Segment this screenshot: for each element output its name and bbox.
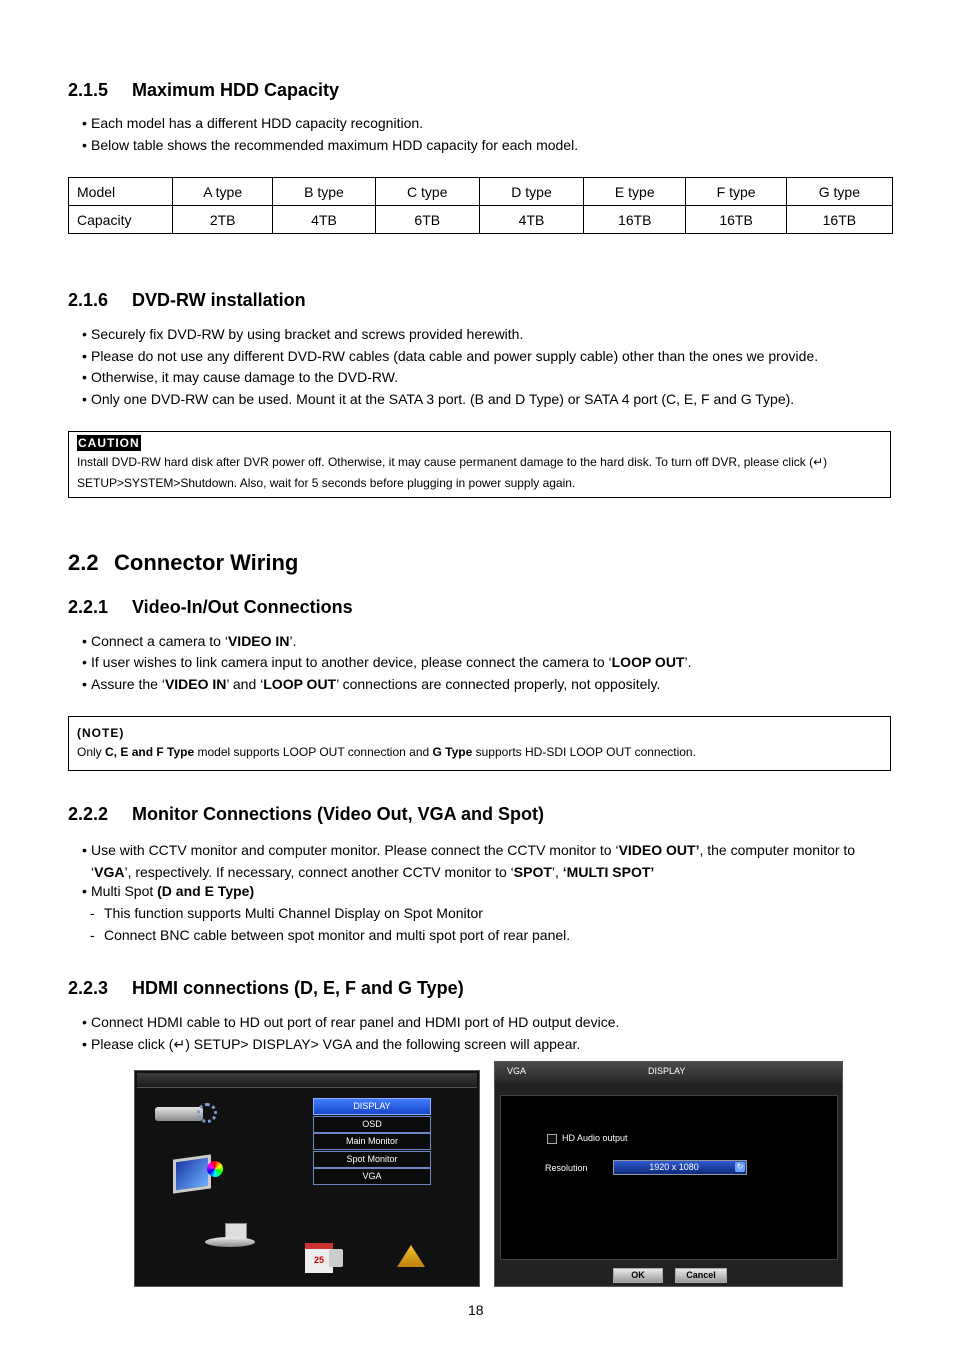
heading-2-2-2: 2.2.2 Monitor Connections (Video Out, VGA and Spot) (68, 804, 544, 824)
list-item: • Assure the ‘VIDEO IN’ and ‘LOOP OUT’ connections are connected properly, not oppositely. (82, 676, 661, 692)
hd-audio-label: HD Audio output (562, 1133, 628, 1143)
tab-vga[interactable]: VGA (507, 1066, 527, 1076)
table-cell: D type (479, 178, 583, 206)
ok-button[interactable]: OK (613, 1268, 663, 1283)
list-item: • Only one DVD-RW can be used. Mount it at the SATA 3 port. (B and D Type) or SATA 4 port (C, E, F and G Type). (82, 391, 795, 407)
list-item: • Securely fix DVD-RW by using bracket and screws provided herewith. (82, 326, 524, 342)
heading-2-1-6: 2.1.6 DVD-RW installation (68, 290, 306, 310)
resolution-label: Resolution (545, 1163, 588, 1173)
tab-display[interactable]: DISPLAY (648, 1066, 686, 1076)
table-cell: F type (686, 178, 786, 206)
list-item: - Connect BNC cable between spot monitor and multi spot port of rear panel. (90, 927, 571, 943)
table-cell: 4TB (479, 206, 583, 234)
dvr-device-icon[interactable] (155, 1107, 203, 1121)
menu-item-osd[interactable]: OSD (313, 1116, 431, 1133)
list-item: • Please click (↵) SETUP> DISPLAY> VGA and the following screen will appear. (82, 1036, 581, 1052)
table-cell: C type (375, 178, 479, 206)
table-cell: Model (69, 178, 173, 206)
caution-text-line: Install DVD-RW hard disk after DVR power off. Otherwise, it may cause permanent damage to the hard disk. To turn off DVR, please click (↵) (77, 455, 828, 469)
page-number: 18 (468, 1302, 484, 1318)
menu-item-main-monitor[interactable]: Main Monitor (313, 1133, 431, 1150)
setup-menu-screenshot (134, 1070, 480, 1287)
table-cell: 16TB (786, 206, 892, 234)
heading-2-2-1: 2.2.1 Video-In/Out Connections (68, 597, 353, 617)
table-row (69, 206, 893, 234)
table-cell: 6TB (375, 206, 479, 234)
menu-title-bar (137, 1073, 477, 1088)
monitor-display-icon[interactable] (173, 1154, 211, 1193)
list-item: • Otherwise, it may cause damage to the DVD-RW. (82, 369, 399, 385)
caution-label: CAUTION (78, 436, 140, 450)
hd-audio-checkbox[interactable] (547, 1134, 557, 1144)
refresh-icon: ↻ (736, 1162, 744, 1171)
note-text: Only C, E and F Type model supports LOOP OUT connection and G Type supports HD-SDI LOOP OUT connection. (77, 745, 696, 759)
list-item: • Multi Spot (D and E Type) (82, 883, 255, 899)
network-base-icon (205, 1237, 255, 1247)
table-cell: 16TB (584, 206, 686, 234)
menu-item-display[interactable]: DISPLAY (313, 1098, 431, 1115)
list-item: • Connect HDMI cable to HD out port of rear panel and HDMI port of HD output device. (82, 1014, 620, 1030)
list-item: - This function supports Multi Channel Display on Spot Monitor (90, 905, 483, 921)
hdd-capacity-table (68, 177, 893, 234)
cancel-button[interactable]: Cancel (675, 1268, 727, 1283)
resolution-select[interactable] (613, 1160, 747, 1175)
calendar-icon[interactable]: 25 (305, 1243, 333, 1273)
table-cell: Capacity (69, 206, 173, 234)
table-row (69, 178, 893, 206)
table-cell: A type (173, 178, 273, 206)
gear-icon (197, 1103, 217, 1123)
list-item: • Below table shows the recommended maximum HDD capacity for each model. (82, 137, 579, 153)
table-cell: 2TB (173, 206, 273, 234)
note-label: (NOTE) (77, 726, 125, 740)
heading-2-1-5: 2.1.5 Maximum HDD Capacity (68, 80, 340, 100)
heading-2-2: 2.2 Connector Wiring (68, 550, 299, 575)
table-cell: 16TB (686, 206, 786, 234)
list-item: • Each model has a different HDD capacity recognition. (82, 115, 424, 131)
table-cell: B type (273, 178, 375, 206)
warning-icon[interactable] (397, 1245, 425, 1267)
color-wheel-icon (207, 1161, 223, 1177)
resolution-value: 1920 x 1080 (649, 1162, 699, 1172)
note-box (68, 716, 891, 771)
table-cell: G type (786, 178, 892, 206)
heading-2-2-3: 2.2.3 HDMI connections (D, E, F and G Type) (68, 978, 464, 998)
menu-item-spot-monitor[interactable]: Spot Monitor (313, 1151, 431, 1168)
list-item: • Please do not use any different DVD-RW cables (data cable and power supply cable) other than the ones we provide. (82, 348, 819, 364)
table-cell: 4TB (273, 206, 375, 234)
caution-text-line: SETUP>SYSTEM>Shutdown. Also, wait for 5 seconds before plugging in power supply again. (77, 476, 576, 490)
vga-display-dialog (494, 1061, 843, 1287)
caution-box (68, 431, 891, 498)
menu-item-vga[interactable]: VGA (313, 1168, 431, 1185)
table-cell: E type (584, 178, 686, 206)
calendar-clip-icon (329, 1249, 343, 1267)
dialog-content-panel (500, 1095, 838, 1260)
list-item: • If user wishes to link camera input to another device, please connect the camera to ‘LOOP OUT’. (82, 654, 692, 670)
list-item: • Connect a camera to ‘VIDEO IN’. (82, 633, 297, 649)
list-item: • Use with CCTV monitor and computer monitor. Please connect the CCTV monitor to ‘VIDEO OUT’, the computer monitor to ‘VGA’, respectively. If necessary, connect another CCTV monitor to ‘SPOT’, ‘MULTI SPOT’ (82, 842, 856, 880)
